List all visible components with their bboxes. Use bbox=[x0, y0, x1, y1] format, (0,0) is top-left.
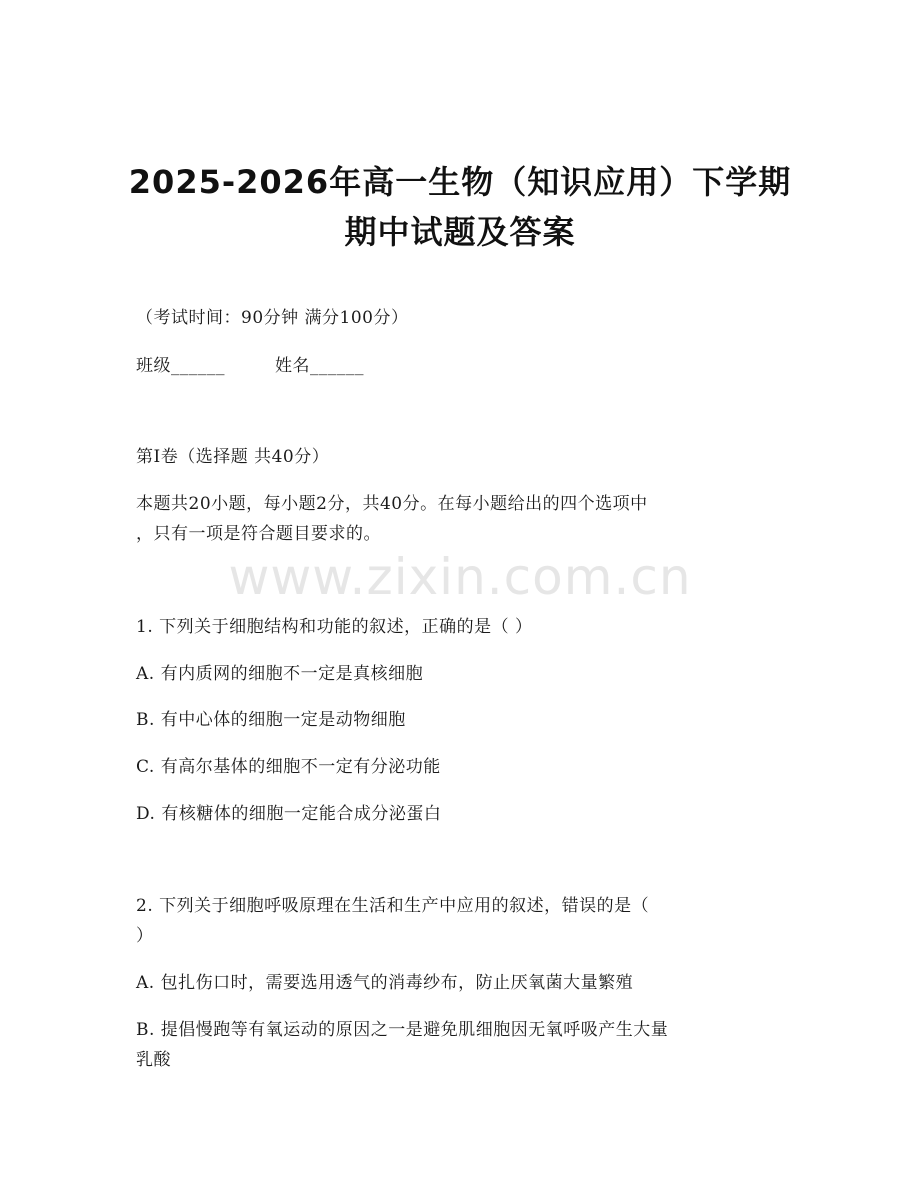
instructions-line-2: ，只有一项是符合题目要求的。 bbox=[136, 524, 381, 544]
student-fields bbox=[136, 351, 364, 376]
question-1-option-a: A. 有内质网的细胞不一定是真核细胞 bbox=[136, 664, 424, 684]
question-2-option-a: A. 包扎伤口时，需要选用透气的消毒纱布，防止厌氧菌大量繁殖 bbox=[136, 973, 634, 993]
question-1-option-d: D. 有核糖体的细胞一定能合成分泌蛋白 bbox=[136, 804, 442, 824]
question-2-option-b: B. 提倡慢跑等有氧运动的原因之一是避免肌细胞因无氧呼吸产生大量 bbox=[136, 1020, 669, 1040]
name-field[interactable]: 姓名______ bbox=[275, 356, 364, 376]
exam-info: （考试时间：90分钟 满分100分） bbox=[136, 308, 409, 328]
question-1-option-b: B. 有中心体的细胞一定是动物细胞 bbox=[136, 710, 406, 730]
question-1-stem: 1. 下列关于细胞结构和功能的叙述，正确的是（ ） bbox=[136, 617, 533, 637]
question-2-stem-line-2: ） bbox=[136, 926, 154, 946]
question-1-option-c: C. 有高尔基体的细胞不一定有分泌功能 bbox=[136, 757, 441, 777]
class-field[interactable]: 班级______ bbox=[136, 356, 225, 376]
question-2-stem-line-1: 2. 下列关于细胞呼吸原理在生活和生产中应用的叙述，错误的是（ bbox=[136, 896, 650, 916]
section-header: 第I卷（选择题 共40分） bbox=[136, 447, 330, 467]
title-line-2: 期中试题及答案 bbox=[344, 213, 576, 251]
watermark: www.zixin.com.cn bbox=[228, 548, 692, 606]
title-line-1: 2025-2026年高一生物（知识应用）下学期 bbox=[128, 163, 792, 201]
instructions-line-1: 本题共20小题，每小题2分，共40分。在每小题给出的四个选项中 bbox=[136, 494, 648, 514]
question-2-option-b-continued: 乳酸 bbox=[136, 1050, 171, 1070]
